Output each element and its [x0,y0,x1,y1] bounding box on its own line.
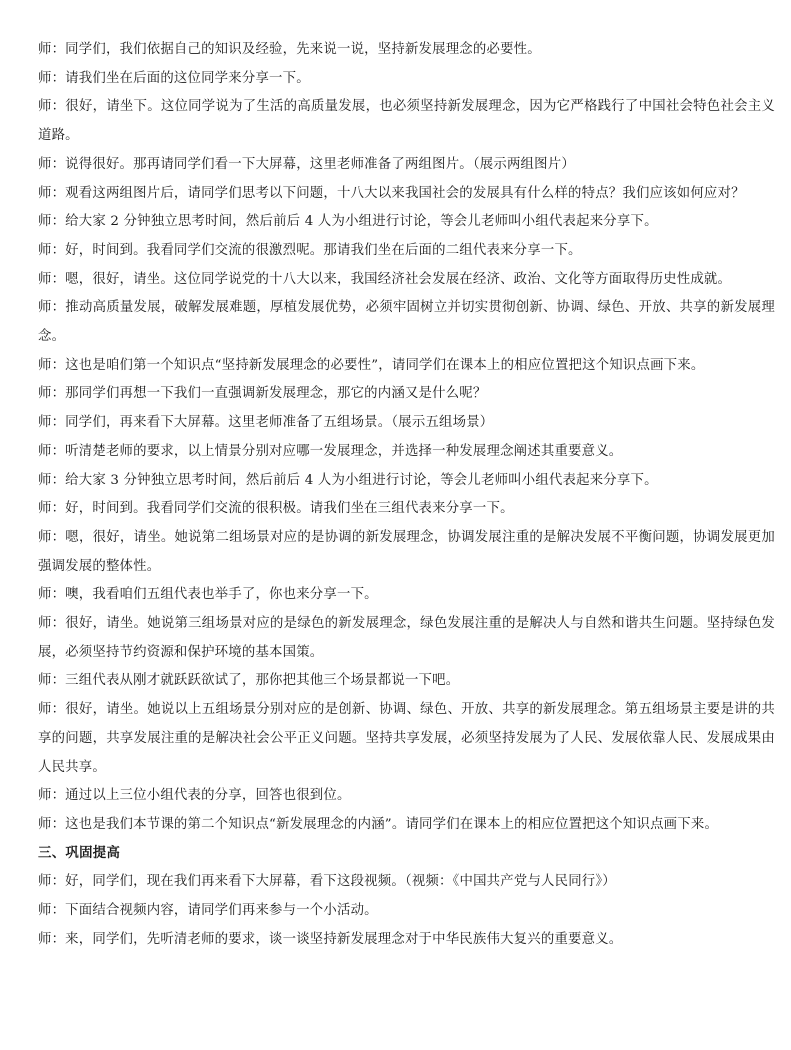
dialogue-paragraph: 师：那同学们再想一下我们一直强调新发展理念，那它的内涵又是什么呢？ [38,386,487,402]
dialogue-paragraph: 师：听清楚老师的要求，以上情景分别对应哪一发展理念，并选择一种发展理念阐述其重要意义。 [38,443,623,459]
dialogue-paragraph: 师：很好，请坐。她说第三组场景对应的是绿色的新发展理念，绿色发展注重的是解决人与自然和谐共生问题。坚持绿色发展，必须坚持节约资源和保护环境的基本国策。 [38,616,775,660]
dialogue-paragraph: 师：嗯，很好，请坐。她说第二组场景对应的是协调的新发展理念，协调发展注重的是解决发展不平衡问题，协调发展更加强调发展的整体性。 [38,529,775,574]
dialogue-paragraph: 师：给大家 2 分钟独立思考时间，然后前后 4 人为小组进行讨论，等会儿老师叫小组代表起来分享下。 [38,214,658,230]
dialogue-paragraph: 师：观看这两组图片后，请同学们思考以下问题，十八大以来我国社会的发展具有什么样的特点？我们应该如何应对？ [38,185,745,201]
dialogue-paragraph: 师：三组代表从刚才就跃跃欲试了，那你把其他三个场景都说一下吧。 [38,673,460,689]
dialogue-paragraph: 师：请我们坐在后面的这位同学来分享一下。 [38,70,310,86]
dialogue-paragraph: 师：好，同学们，现在我们再来看下大屏幕，看下这段视频。（视频：《中国共产党与人民同行》） [38,874,616,890]
section-heading: 三、巩固提高 [38,845,121,861]
dialogue-paragraph: 师：这也是我们本节课的第二个知识点“新发展理念的内涵”。请同学们在课本上的相应位置把这个知识点画下来。 [38,816,719,832]
dialogue-paragraph: 师：给大家 3 分钟独立思考时间，然后前后 4 人为小组进行讨论，等会儿老师叫小组代表起来分享下。 [38,472,658,488]
dialogue-paragraph: 师：嗯，很好，请坐。这位同学说党的十八大以来，我国经济社会发展在经济、政治、文化等方面取得历史性成就。 [38,271,732,287]
dialogue-paragraph: 师：好，时间到。我看同学们交流的很激烈呢。那请我们坐在后面的二组代表来分享一下。 [38,242,582,258]
dialogue-paragraph: 师：说得很好。那再请同学们看一下大屏幕，这里老师准备了两组图片。（展示两组图片） [38,156,575,172]
dialogue-paragraph: 师：来，同学们，先听清老师的要求，谈一谈坚持新发展理念对于中华民族伟大复兴的重要意义。 [38,931,623,947]
dialogue-paragraph: 师：同学们，我们依据自己的知识及经验，先来说一说，坚持新发展理念的必要性。 [38,42,541,57]
dialogue-paragraph: 师：推动高质量发展，破解发展难题，厚植发展优势，必须牢固树立并切实贯彻创新、协调、绿色、开放、共享的新发展理念。 [38,300,775,345]
dialogue-paragraph: 师：下面结合视频内容，请同学们再来参与一个小活动。 [38,903,378,919]
document-body [38,36,775,955]
dialogue-paragraph: 师：这也是咱们第一个知识点“坚持新发展理念的必要性”，请同学们在课本上的相应位置把这个知识点画下来。 [38,357,705,373]
dialogue-paragraph: 师：很好，请坐下。这位同学说为了生活的高质量发展，也必须坚持新发展理念，因为它严格践行了中国社会特色社会主义道路。 [38,99,775,144]
dialogue-paragraph: 师：噢，我看咱们五组代表也举手了，你也来分享一下。 [38,587,378,603]
dialogue-paragraph: 师：很好，请坐。她说以上五组场景分别对应的是创新、协调、绿色、开放、共享的新发展理念。第五组场景主要是讲的共享的问题，共享发展注重的是解决社会公平正义问题。坚持共享发展，必须坚持发展为了人民、发展依靠人民、发展成果由人民共享。 [38,702,775,775]
dialogue-paragraph: 师：同学们，再来看下大屏幕。这里老师准备了五组场景。（展示五组场景） [38,415,494,431]
dialogue-paragraph: 师：好，时间到。我看同学们交流的很积极。请我们坐在三组代表来分享一下。 [38,501,514,517]
dialogue-paragraph: 师：通过以上三位小组代表的分享，回答也很到位。 [38,788,351,804]
